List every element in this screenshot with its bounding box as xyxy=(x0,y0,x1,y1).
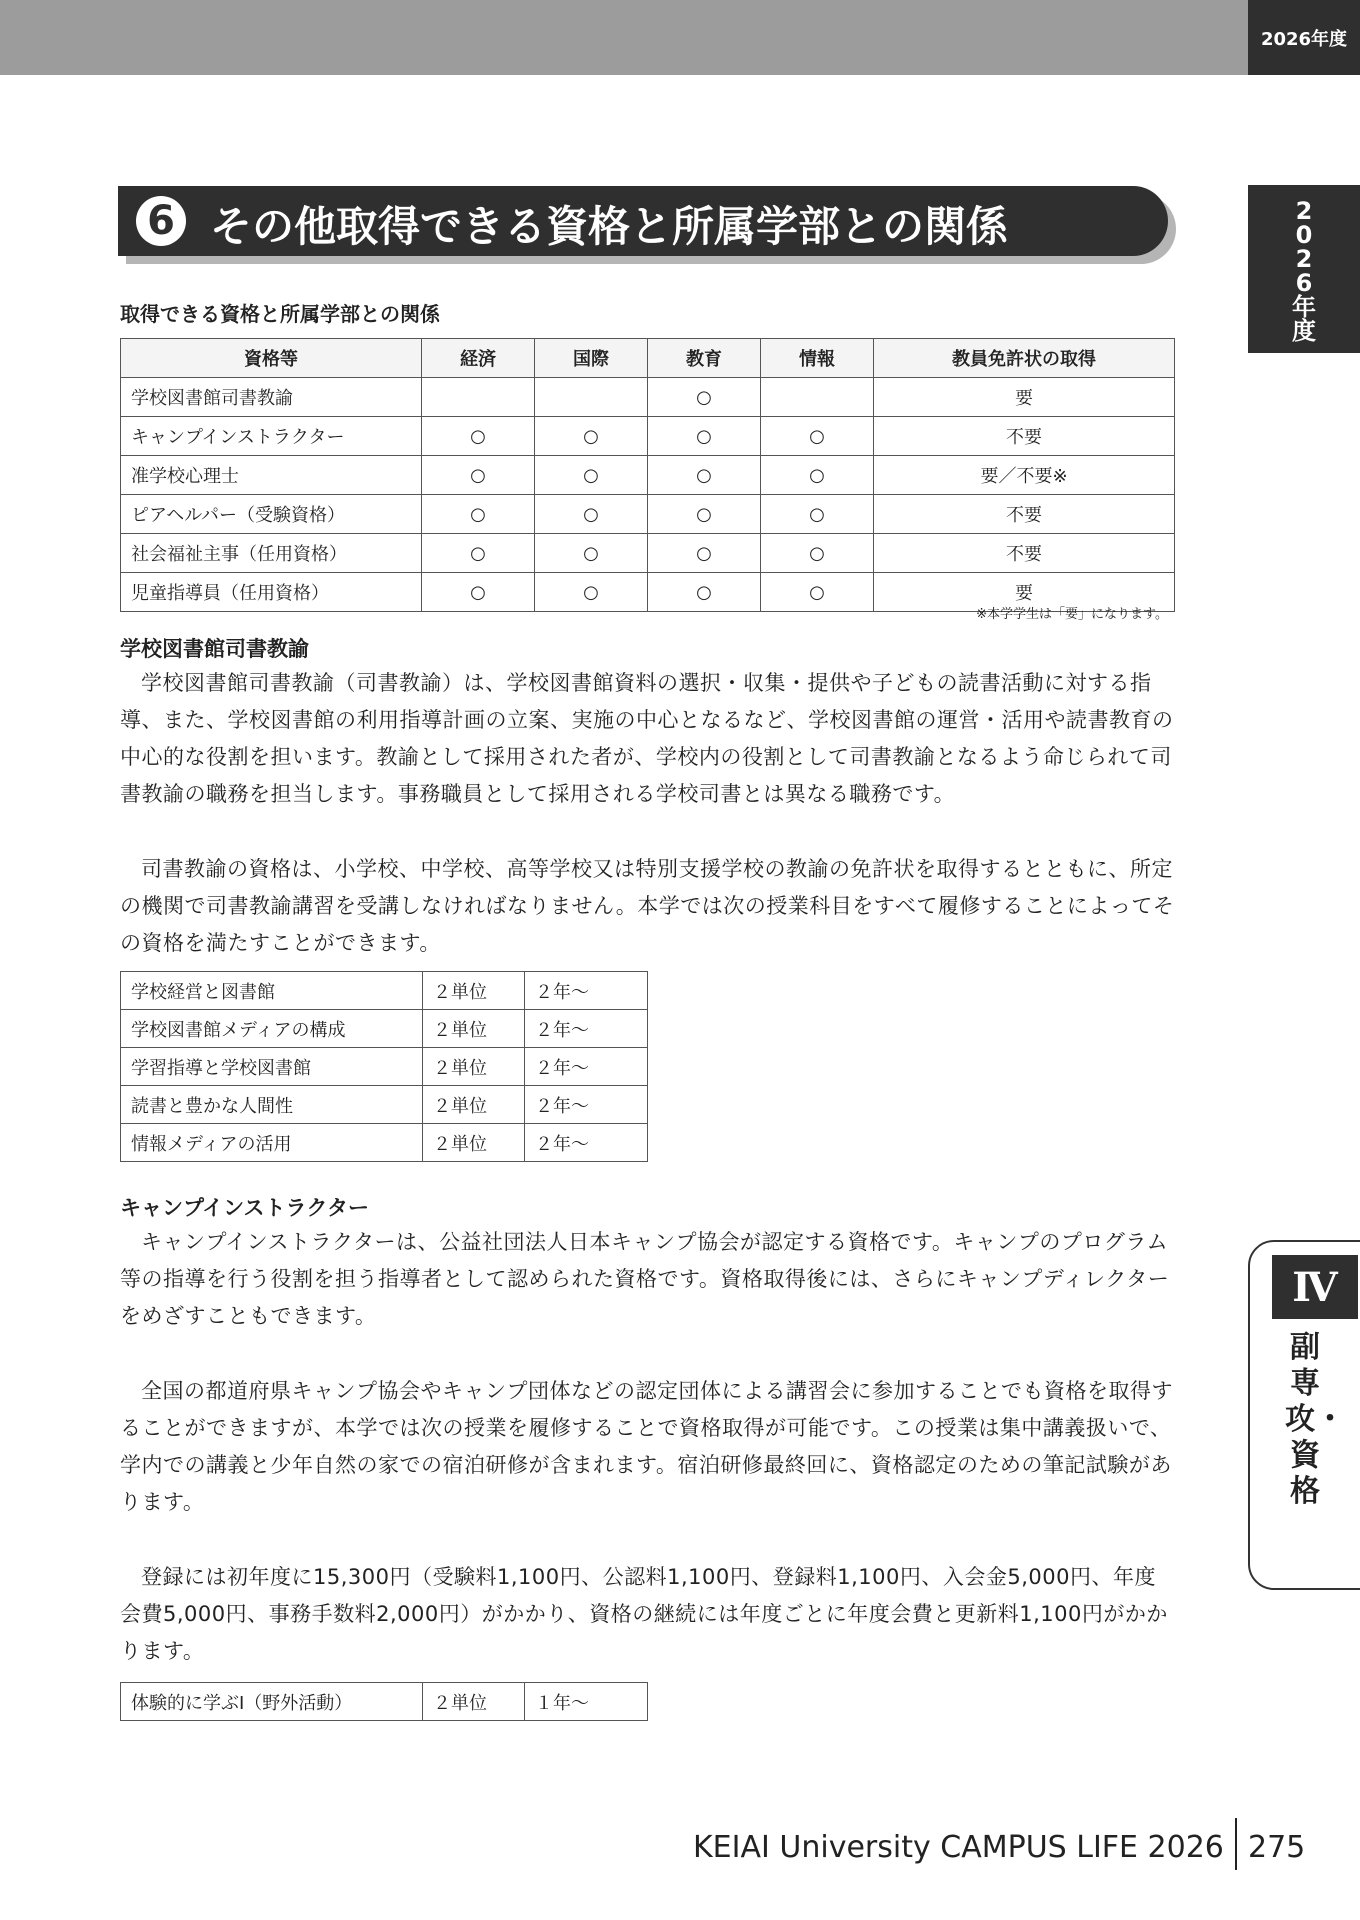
page-number: 275 xyxy=(1248,1830,1306,1865)
course-year: １年〜 xyxy=(525,1683,648,1721)
cell: 学校図書館司書教諭 xyxy=(121,378,422,417)
cell: ○ xyxy=(761,417,874,456)
cell xyxy=(761,378,874,417)
course-name: 読書と豊かな人間性 xyxy=(121,1086,423,1124)
course-credits: ２単位 xyxy=(423,972,525,1010)
cell: 要 xyxy=(874,378,1175,417)
cell: ○ xyxy=(422,573,535,612)
section-heading xyxy=(118,186,1178,262)
cell: キャンプインストラクター xyxy=(121,417,422,456)
header-cell: 情報 xyxy=(761,339,874,378)
camp-paragraph-3: 登録には初年度に15,300円（受験料1,100円、公認料1,100円、登録料1,100円、入会金5,000円、年度会費5,000円、事務手数料2,000円）がかかり、資格の継続には年度ごとに年度会費と更新料1,100円がかかります。 xyxy=(120,1565,1168,1663)
cell: 要／不要※ xyxy=(874,456,1175,495)
cell: ○ xyxy=(422,534,535,573)
cell: 不要 xyxy=(874,495,1175,534)
cell: ○ xyxy=(535,456,648,495)
table-header-row xyxy=(121,339,1175,378)
side-year-tab xyxy=(1248,185,1360,353)
course-year: ２年〜 xyxy=(525,1124,648,1162)
cell: ○ xyxy=(422,456,535,495)
camp-paragraph-2: 全国の都道府県キャンプ協会やキャンプ団体などの認定団体による講習会に参加することでも資格を取得することができますが、本学では次の授業を履修することで資格取得が可能です。この授業は集中講義扱いで、学内での講義と少年自然の家での宿泊研修が含まれます。宿泊研修最終回に、資格認定のための筆記試験があります。 xyxy=(120,1379,1173,1514)
table-row xyxy=(121,534,1175,573)
header-year: 2026年度 xyxy=(1248,0,1360,75)
footer-title: KEIAI University CAMPUS LIFE 2026 xyxy=(693,1830,1224,1865)
library-heading: 学校図書館司書教諭 xyxy=(120,637,309,661)
course-credits: ２単位 xyxy=(423,1048,525,1086)
table-row xyxy=(121,378,1175,417)
cell: ○ xyxy=(648,417,761,456)
heading-title: その他取得できる資格と所属学部との関係 xyxy=(210,202,1009,251)
cell: 不要 xyxy=(874,417,1175,456)
cell: ○ xyxy=(648,534,761,573)
cell: ○ xyxy=(761,456,874,495)
table-row xyxy=(121,1010,648,1048)
cell: ○ xyxy=(535,534,648,573)
header-cell: 教員免許状の取得 xyxy=(874,339,1175,378)
section-label-text: 副専攻・資格 xyxy=(1285,1330,1345,1509)
cell: 准学校心理士 xyxy=(121,456,422,495)
cell: 社会福祉主事（任用資格） xyxy=(121,534,422,573)
cell: 不要 xyxy=(874,534,1175,573)
table-note: ※本学学生は「要」になります。 xyxy=(976,607,1168,622)
cell: ○ xyxy=(761,495,874,534)
course-credits: ２単位 xyxy=(423,1124,525,1162)
camp-paragraph-1: キャンプインストラクターは、公益社団法人日本キャンプ協会が認定する資格です。キャンプのプログラム等の指導を行う役割を担う指導者として認められた資格です。資格取得後には、さらにキャンプディレクターをめざすこともできます。 xyxy=(120,1230,1170,1328)
heading-number: 6 xyxy=(136,196,186,246)
library-paragraph-1: 学校図書館司書教諭（司書教諭）は、学校図書館資料の選択・収集・提供や子どもの読書活動に対する指導、また、学校図書館の利用指導計画の立案、実施の中心となるなど、学校図書館の運営・活用や読書教育の中心的な役割を担います。教諭として採用された者が、学校内の役割として司書教諭となるよう命じられて司書教諭の職務を担当します。事務職員として採用される学校司書とは異なる職務です。 xyxy=(120,671,1174,806)
table-caption: 取得できる資格と所属学部との関係 xyxy=(120,302,440,326)
cell xyxy=(422,378,535,417)
cell: ○ xyxy=(648,573,761,612)
section-label xyxy=(1285,1330,1345,1510)
course-name: 情報メディアの活用 xyxy=(121,1124,423,1162)
cell: 児童指導員（任用資格） xyxy=(121,573,422,612)
course-credits: ２単位 xyxy=(423,1010,525,1048)
header-cell: 経済 xyxy=(422,339,535,378)
table-row xyxy=(121,456,1175,495)
footer-divider xyxy=(1235,1818,1237,1870)
cell xyxy=(535,378,648,417)
cell: ○ xyxy=(648,495,761,534)
course-year: ２年〜 xyxy=(525,1086,648,1124)
table-row xyxy=(121,972,648,1010)
course-name: 学習指導と学校図書館 xyxy=(121,1048,423,1086)
course-name: 体験的に学ぶⅠ（野外活動） xyxy=(121,1683,423,1721)
header-cell: 国際 xyxy=(535,339,648,378)
cell: ○ xyxy=(648,456,761,495)
cell: ○ xyxy=(761,573,874,612)
table-row xyxy=(121,1683,648,1721)
library-course-table xyxy=(120,971,648,1162)
header-cell: 資格等 xyxy=(121,339,422,378)
section-number: Ⅳ xyxy=(1272,1255,1358,1319)
header-cell: 教育 xyxy=(648,339,761,378)
course-year: ２年〜 xyxy=(525,972,648,1010)
cell: ○ xyxy=(535,573,648,612)
course-year: ２年〜 xyxy=(525,1010,648,1048)
course-year: ２年〜 xyxy=(525,1048,648,1086)
table-row xyxy=(121,1048,648,1086)
camp-heading: キャンプインストラクター xyxy=(120,1196,370,1220)
cell: 要 xyxy=(874,573,1175,612)
table-row xyxy=(121,495,1175,534)
table-row xyxy=(121,1086,648,1124)
top-bar xyxy=(0,0,1360,75)
table-row xyxy=(121,1124,648,1162)
side-year-text: 2026年度 xyxy=(1292,197,1316,345)
table-row xyxy=(121,417,1175,456)
course-credits: ２単位 xyxy=(423,1683,525,1721)
library-paragraph-2: 司書教諭の資格は、小学校、中学校、高等学校又は特別支援学校の教諭の免許状を取得するとともに、所定の機関で司書教諭講習を受講しなければなりません。本学では次の授業科目をすべて履修することによってその資格を満たすことができます。 xyxy=(120,857,1175,955)
cell: ○ xyxy=(761,534,874,573)
cell: ○ xyxy=(535,495,648,534)
course-name: 学校経営と図書館 xyxy=(121,972,423,1010)
qualification-table xyxy=(120,338,1175,612)
course-name: 学校図書館メディアの構成 xyxy=(121,1010,423,1048)
cell: ○ xyxy=(422,417,535,456)
camp-course-table xyxy=(120,1682,648,1721)
course-credits: ２単位 xyxy=(423,1086,525,1124)
cell: ○ xyxy=(648,378,761,417)
cell: ○ xyxy=(535,417,648,456)
cell: ○ xyxy=(422,495,535,534)
cell: ピアヘルパー（受験資格） xyxy=(121,495,422,534)
